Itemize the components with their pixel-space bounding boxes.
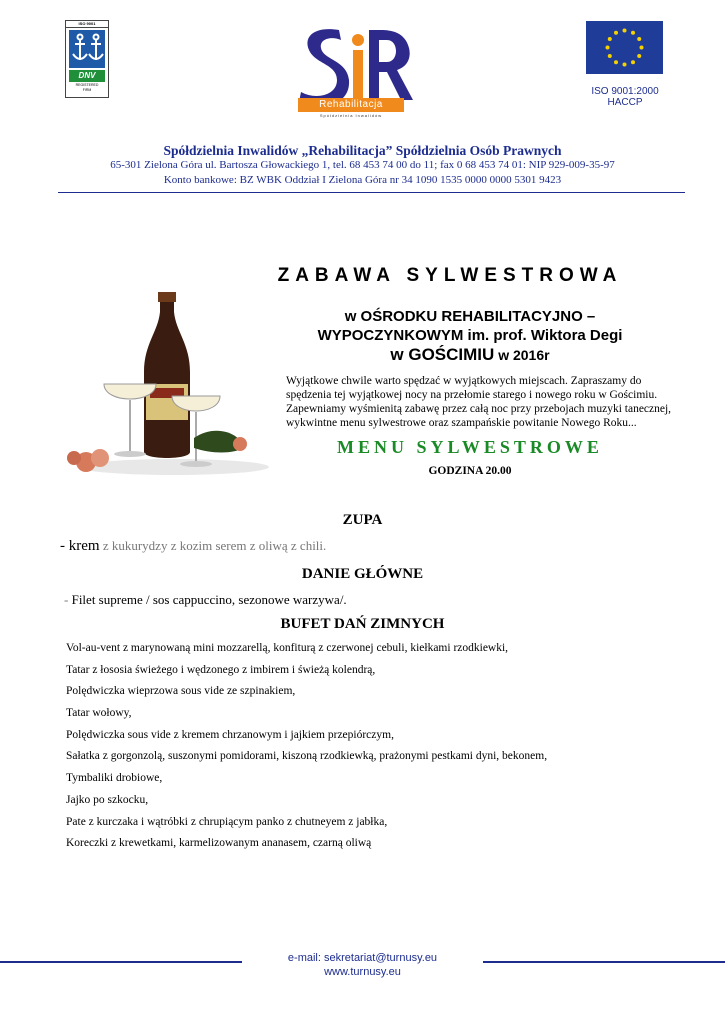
eu-star-icon: [640, 46, 644, 50]
eu-star-icon: [631, 31, 635, 35]
soup-heading: ZUPA: [342, 512, 383, 528]
wine-glasses-illustration: [64, 292, 279, 482]
main-course-heading: DANIE GŁÓWNE: [301, 566, 424, 582]
dnv-certification-logo: [65, 20, 109, 98]
soup-lead: - krem: [60, 538, 100, 554]
eu-star-icon: [631, 60, 635, 64]
address-line: 65-301 Zielona Góra ul. Bartosza Głowackiego 1, tel. 68 453 74 00 do 11; fax 0 68 453 74 01: NIP 929-009-35-97: [110, 159, 615, 171]
dnv-firm: FIRM: [82, 88, 92, 92]
list-item: Sałatka z gorgonzolą, suszonymi pomidorami, kiszoną rzodkiewką, prażonymi pestkami dyni, bekonem,: [66, 750, 548, 763]
intro-paragraph: [286, 374, 686, 430]
list-item: Vol-au-vent z marynowaną mini mozzarellą, konfiturą z czerwonej cebuli, kiełkami rzodkiewki,: [66, 642, 509, 654]
list-item: Tatar z łososia świeżego i wędzonego z imbirem i świeżą kolendrą,: [66, 663, 376, 676]
list-item: Polędwiczka sous vide z kremem chrzanowym i jajkiem przepiórczym,: [66, 728, 394, 741]
iso-line: ISO 9001:2000: [591, 86, 659, 97]
list-item: Jajko po szkocku,: [66, 793, 149, 806]
intro-line: Wyjątkowe chwile warto spędzać w wyjątkowych miejscach. Zapraszamy do: [286, 375, 642, 387]
iso-haccp-text: [580, 86, 670, 108]
main-course-text: Filet supreme / sos cappuccino, sezonowe warzywa/.: [71, 592, 347, 607]
menu-title: MENU SYLWESTROWE: [337, 437, 603, 457]
eu-star-icon: [608, 54, 612, 58]
sir-rehabilitacja-band: Rehabilitacja: [298, 98, 404, 112]
bank-account-line: Konto bankowe: BZ WBK Oddział I Zielona Góra nr 34 1090 1535 0000 0000 5301 9423: [163, 174, 562, 186]
eu-star-icon: [637, 54, 641, 58]
sir-subtitle: Spółdzielnia Inwalidów: [319, 113, 383, 118]
eu-star-icon: [614, 60, 618, 64]
main-course-item: [64, 592, 347, 608]
eu-star-icon: [637, 37, 641, 41]
header-divider: [58, 192, 685, 193]
eu-star-icon: [623, 29, 627, 33]
list-item: Tatar wołowy,: [66, 707, 132, 720]
intro-line: wykwintne menu sylwestrowe oraz szampańskie powitanie Nowego Roku...: [286, 417, 637, 429]
intro-line: spędzenia tej wyjątkowej nocy na przełomie starego i nowego roku w Gościmiu.: [286, 389, 658, 401]
eu-star-icon: [608, 37, 612, 41]
cold-buffet-heading: BUFET DAŃ ZIMNYCH: [280, 616, 445, 632]
venue-line-1: w OŚRODKU REHABILITACYJNO –: [344, 308, 596, 325]
soup-description: z kukurydzy z kozim serem z oliwą z chili.: [99, 538, 327, 553]
list-item: Pate z kurczaka i wątróbki z chrupiącym panko z chutneyem z jabłka,: [66, 815, 388, 828]
dnv-iso-label: ISO 9001: [66, 21, 108, 28]
list-item: Tymbaliki drobiowe,: [66, 772, 163, 785]
venue-line-2: WYPOCZYNKOWYM im. prof. Wiktora Degi: [317, 327, 623, 344]
dnv-badge: DNV: [69, 70, 105, 82]
list-item: Koreczki z krewetkami, karmelizowanym ananasem, czarną oliwą: [66, 837, 372, 850]
footer-email: e-mail: sekretariat@turnusy.eu: [287, 952, 438, 964]
main-dash: -: [64, 592, 72, 607]
haccp-line: HACCP: [607, 97, 643, 108]
event-title: ZABAWA SYLWESTROWA: [277, 265, 623, 286]
intro-line: Zapewniamy wyśmienitą zabawę przez całą noc przy przebojach muzyki tanecznej,: [286, 403, 672, 415]
cooperative-name: Spółdzielnia Inwalidów „Rehabilitacja” Spółdzielnia Osób Prawnych: [163, 143, 562, 158]
venue-year: w 2016r: [494, 347, 550, 363]
eu-star-icon: [614, 31, 618, 35]
dnv-registered: REGISTERED: [75, 83, 99, 87]
footer-website: www.turnusy.eu: [324, 966, 401, 978]
list-item: Polędwiczka wieprzowa sous vide ze szpinakiem,: [66, 685, 296, 698]
eu-flag-icon: [586, 21, 663, 74]
eu-star-icon: [623, 63, 627, 67]
soup-item: [60, 538, 326, 555]
cold-buffet-list: [66, 641, 547, 858]
anchors-icon: [69, 30, 105, 68]
venue-place: w GOŚCIMIU: [390, 345, 495, 364]
start-hour: GODZINA 20.00: [428, 465, 512, 477]
venue-line-3: [270, 345, 670, 365]
eu-star-icon: [606, 46, 610, 50]
